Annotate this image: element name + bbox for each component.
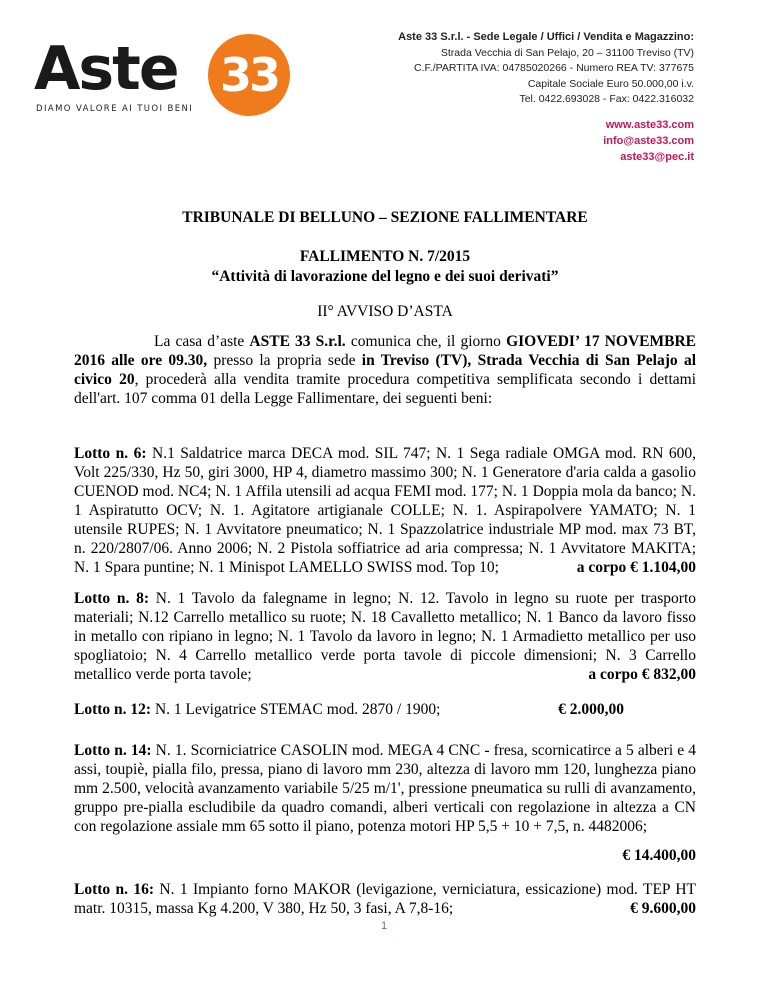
company-address: Strada Vecchia di San Pelajo, 20 – 31100 Treviso (TV) — [440, 46, 694, 59]
aste33-logo — [30, 30, 300, 120]
company-tax-id: C.F./PARTITA IVA: 04785020266 - Numero REA TV: 377675 — [414, 62, 694, 74]
lot-16-price: € 9.600,00 — [630, 900, 696, 917]
lot-14-description: N. 1. Scorniciatrice CASOLIN mod. MEGA 4 CNC - fresa, scornicatirce a 5 alberi e 4 assi, toupiè, pialla filo, pressa, piano di lavoro mm 230, altezza di lavoro mm 120, lunghezza piano mm 2.500, velocità avanzamento variabile 5/25 m/1', pressione pneumatica su rulli di avanzamento, gruppo pre-pialla escludibile da quadro comandi, alberi verticali con regolazione in altezza a CN con regolazione assiale mm 65 sotto il piano, potenza motori HP 5,5 + 10 + 7,5, n. 4482006; — [74, 742, 696, 835]
intro-text-3: presso la propria sede — [207, 352, 362, 369]
lot-8-price: a corpo € 832,00 — [588, 666, 696, 683]
lot-8-description: N. 1 Tavolo da falegname in legno; N. 12. Tavolo in legno su ruote per trasporto materiali; N.12 Carrello metallico su ruote; N. 18 Cavalletto metallico; N. 1 Banco da lavoro fisso in metallo con ripiano in legno; N. 1 Tavolo da lavoro in legno; N. 1 Armadietto metallico per uso spogliatoio; N. 4 Carrello metallico verde porta tavole di piccole dimensioni; N. 3 Carrello metallico verde porta tavole; — [74, 590, 696, 683]
lot-6 — [74, 444, 696, 577]
logo-wordmark: Aste — [34, 34, 178, 104]
court-title: TRIBUNALE DI BELLUNO – SEZIONE FALLIMENTARE — [182, 209, 588, 226]
case-title: FALLIMENTO N. 7/2015 — [299, 248, 471, 265]
lot-12-label: Lotto n. 12: — [74, 701, 152, 718]
website-link[interactable]: www.aste33.com — [605, 119, 694, 131]
lot-8-label: Lotto n. 8: — [74, 590, 150, 607]
lot-12-description: N. 1 Levigatrice STEMAC mod. 2870 / 1900; — [151, 701, 441, 718]
intro-text-2: comunica che, il giorno — [345, 333, 507, 350]
company-title: Aste 33 S.r.l. - Sede Legale / Uffici / Vendita e Magazzino: — [398, 31, 694, 43]
notice-title: II° AVVISO D’ASTA — [317, 303, 453, 320]
logo-number: 33 — [219, 48, 278, 102]
lot-12 — [74, 700, 696, 719]
page-number: 1 — [380, 920, 388, 932]
lot-14 — [74, 741, 696, 865]
intro-paragraph — [74, 332, 696, 408]
company-contacts — [603, 117, 694, 165]
pec-link[interactable]: aste33@pec.it — [620, 151, 694, 163]
lot-12-price: € 2.000,00 — [558, 701, 624, 718]
intro-location: in Treviso (TV), Strada Vecchia di San Pelajo al civico 20 — [74, 352, 696, 388]
intro-date: GIOVEDI’ 17 NOVEMBRE 2016 alle ore 09.30, — [74, 333, 697, 369]
company-capital: Capitale Sociale Euro 50.000,00 i.v. — [527, 77, 694, 90]
lot-14-price: € 14.400,00 — [622, 847, 696, 864]
lot-14-label: Lotto n. 14: — [74, 742, 152, 759]
lot-6-description: N.1 Saldatrice marca DECA mod. SIL 747; N. 1 Sega radiale OMGA mod. RN 600, Volt 225/330, Hz 50, giri 3000, HP 4, diametro massimo 300; N. 1 Generatore d'aria calda a gasolio CUENOD mod. NC4; N. 1 Affila utensili ad acqua FEMI mod. 177; N. 1 Doppia mola da banco; N. 1 Aspiratutto OCV; N. 1. Agitatore artigianale COLLE; N. 1. Aspirapolvere YAMATO; N. 1 utensile RUPES; N. 1 Avvitatore pneumatico; N. 1 Spazzolatrice industriale MP mod. max 73 BT, n. 220/2807/06. Anno 2006; N. 2 Pistola soffiatrice ad aria compressa; N. 1 Avvitatore MAKITA; N. 1 Spara puntine; N. 1 Minispot LAMELLO SWISS mod. Top 10; — [74, 445, 696, 576]
lot-6-price: a corpo € 1.104,00 — [576, 559, 696, 576]
lot-6-label: Lotto n. 6: — [74, 445, 147, 462]
logo-tagline: DIAMO VALORE AI TUOI BENI — [36, 104, 194, 114]
intro-text-4: , procederà alla vendita tramite procedura competitiva semplificata secondo i dettami dell'art. 107 comma 01 della Legge Fallimentare, dei seguenti beni: — [74, 371, 696, 407]
lot-8 — [74, 589, 696, 684]
intro-text-1: La casa d’aste — [154, 333, 250, 350]
lot-16-label: Lotto n. 16: — [74, 881, 155, 898]
activity-title: “Attività di lavorazione del legno e dei suoi derivati” — [211, 268, 559, 285]
lot-16 — [74, 880, 696, 918]
company-info — [398, 30, 694, 108]
email-link[interactable]: info@aste33.com — [603, 135, 694, 147]
company-phone: Tel. 0422.693028 - Fax: 0422.316032 — [519, 93, 694, 105]
lot-16-description: N. 1 Impianto forno MAKOR (levigazione, verniciatura, essicazione) mod. TEP HT matr. 10315, massa Kg 4.200, V 380, Hz 50, 3 fasi, A 7,8-16; — [74, 881, 696, 917]
intro-company: ASTE 33 S.r.l. — [249, 333, 346, 350]
